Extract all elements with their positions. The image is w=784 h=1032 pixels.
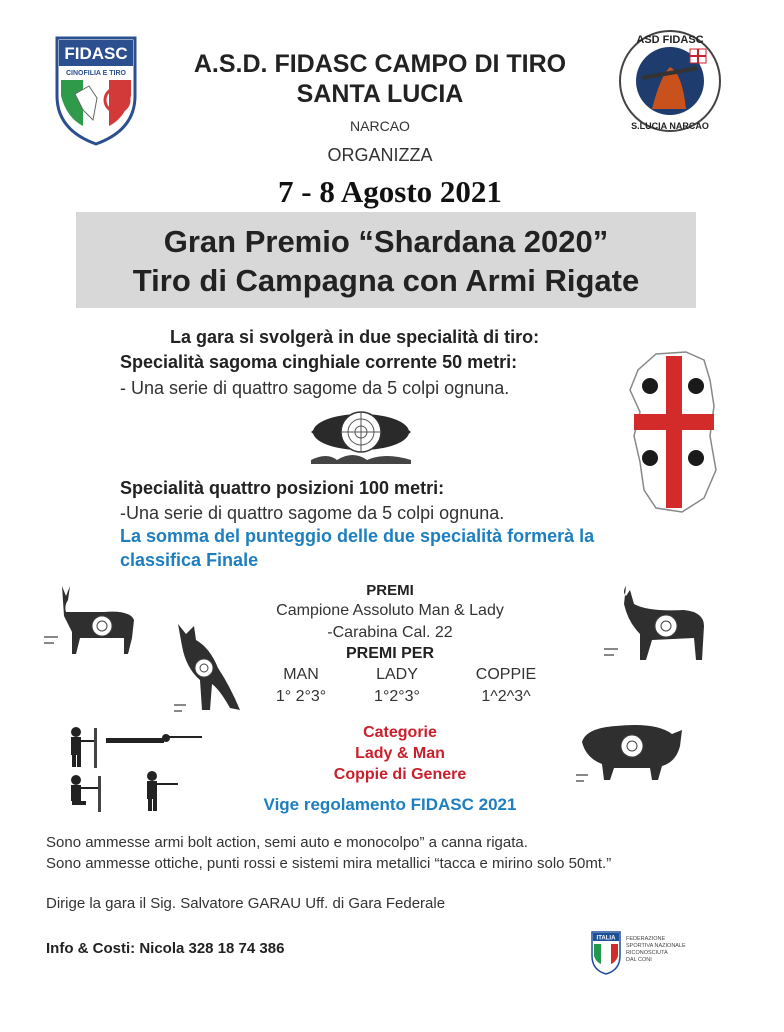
category-gender-pairs: Coppie di Genere <box>333 766 467 783</box>
organizes-label: ORGANIZZA <box>327 145 433 165</box>
prize-absolute-champion: Campione Assoluto Man & Lady <box>276 602 504 619</box>
coni-federation-logo <box>590 930 710 976</box>
categories-block <box>290 722 510 785</box>
coni-text-line: RICONOSCIUTA <box>626 950 668 956</box>
asd-logo-bottom-text: S.LUCIA NARCAO <box>631 121 709 131</box>
race-director: Dirige la gara il Sig. Salvatore GARAU Uff. di Gara Federale <box>46 895 446 912</box>
coni-text-line: DAL CONI <box>626 957 652 963</box>
final-ranking-note: La somma del punteggio delle due specialità formerà la classifica Finale <box>120 526 595 570</box>
specialty-2-description: -Una serie di quattro sagome da 5 colpi ognuna. <box>120 503 505 523</box>
prizes-title: PREMI <box>366 582 414 599</box>
specialty-1-title: Specialità sagoma cinghiale corrente 50 metri: <box>120 352 518 372</box>
weapons-notes <box>46 832 611 874</box>
fidasc-logo <box>53 34 139 146</box>
fidasc-logo-sublabel: CINOFILIA E TIRO <box>65 70 127 77</box>
prize-column-value: 1°2°3° <box>374 688 420 705</box>
category-lady-man: Lady & Man <box>355 745 445 762</box>
prize-column-man <box>246 666 356 706</box>
prize-column-value: 1° 2°3° <box>275 688 327 705</box>
asd-logo-top-text: ASD FIDASC <box>636 34 704 46</box>
deer-target-image <box>44 582 154 663</box>
place-name: NARCAO <box>350 118 410 134</box>
fox-target-image <box>170 618 250 723</box>
prize-column-lady <box>342 666 452 706</box>
optics-note-line: Sono ammesse ottiche, punti rossi e sistemi mira metallici “tacca e mirino solo 50mt.” <box>46 855 612 872</box>
info-contact: Info & Costi: Nicola 328 18 74 386 <box>46 940 285 957</box>
prize-column-header: LADY <box>376 666 418 683</box>
event-date: 7 - 8 Agosto 2021 <box>278 174 502 209</box>
coni-text-line: FEDERAZIONE <box>626 936 666 942</box>
sardinia-flag-map <box>626 350 722 523</box>
prize-column-coppie <box>451 666 561 706</box>
asd-santa-lucia-logo <box>612 27 728 135</box>
boar-target-image <box>307 404 415 471</box>
weapons-note-line: Sono ammesse armi bolt action, semi auto e monocolpo” a canna rigata. <box>46 834 528 851</box>
event-title: Gran Premio “Shardana 2020” <box>163 224 609 259</box>
chamois-target-image <box>600 582 720 669</box>
prize-column-value: 1^2^3^ <box>481 688 531 705</box>
event-subtitle: Tiro di Campagna con Armi Rigate <box>132 263 640 298</box>
prize-column-header: COPPIE <box>475 666 537 683</box>
prize-rifle: -Carabina Cal. 22 <box>327 624 453 641</box>
regulation-year: 2021 <box>478 795 517 814</box>
coni-text-line: SPORTIVA NAZIONALE <box>626 943 686 949</box>
specialty-2-title: Specialità quattro posizioni 100 metri: <box>120 478 445 498</box>
prizes-per-label: PREMI PER <box>345 645 434 662</box>
specialties-intro: La gara si svolgerà in due specialità di tiro: <box>170 327 540 347</box>
boar-running-target-image <box>576 712 686 793</box>
regulation-text: Vige regolamento FIDASC <box>263 795 479 814</box>
regulation-note <box>180 795 600 815</box>
categories-title: Categorie <box>363 724 437 741</box>
coni-italia-label: ITALIA <box>596 935 616 942</box>
organization-name: A.S.D. FIDASC CAMPO DI TIRO <box>193 50 567 78</box>
organization-location: SANTA LUCIA <box>296 80 464 108</box>
prize-column-header: MAN <box>283 666 319 683</box>
fidasc-logo-label: FIDASC <box>64 44 128 63</box>
specialty-1-description: - Una serie di quattro sagome da 5 colpi ognuna. <box>120 378 510 398</box>
